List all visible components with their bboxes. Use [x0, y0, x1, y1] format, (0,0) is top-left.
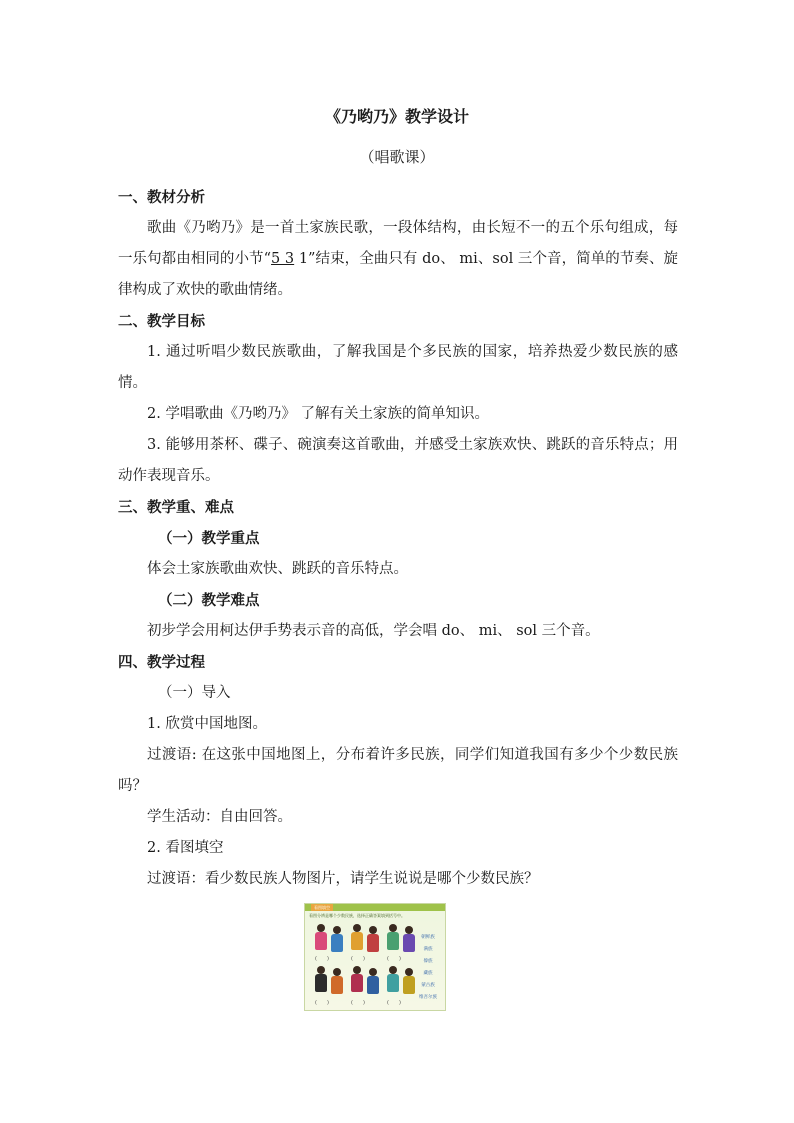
- person-figure-6: [401, 926, 417, 952]
- person-figure-5: [385, 924, 401, 950]
- option-5: 蒙古族: [421, 983, 435, 988]
- person-figure-4: [365, 926, 381, 952]
- option-6: 维吾尔族: [419, 995, 437, 1000]
- doc-subtitle: （唱歌课）: [359, 148, 435, 166]
- person-figure-9: [349, 966, 365, 992]
- transition-text-2: 过渡语：看少数民族人物图片，请学生说说是哪个少数民族？: [147, 871, 539, 887]
- person-figure-11: [385, 966, 401, 992]
- doc-body: [118, 182, 678, 895]
- analysis-text-a: 歌曲《乃哟乃》是一首土家族民歌，一段体结构，由长短不一的五个乐句组成，每一乐句都由相同的小节“: [118, 220, 678, 267]
- option-2: 满族: [423, 947, 433, 952]
- section-heading-process: 四、教学过程: [118, 654, 205, 671]
- notes-underlined: 5 3: [271, 251, 295, 267]
- process-item-2: 2. 看图填空: [147, 840, 224, 856]
- figure-options: [417, 932, 439, 1004]
- section-heading-goals: 二、教学目标: [118, 313, 205, 330]
- person-figure-1: [313, 924, 329, 950]
- goal-item-1: 1. 通过听唱少数民族歌曲，了解我国是个多民族的国家，培养热爱少数民族的感情。: [118, 344, 678, 391]
- goal-item-2: 2. 学唱歌曲《乃哟乃》 了解有关土家族的简单知识。: [147, 406, 490, 422]
- person-figure-2: [329, 926, 345, 952]
- subheading-difficulty: （二）教学难点: [158, 592, 260, 609]
- person-figure-7: [313, 966, 329, 992]
- person-figure-12: [401, 968, 417, 994]
- section-heading-analysis: 一、教材分析: [118, 189, 205, 206]
- key-text: 体会土家族歌曲欢快、跳跃的音乐特点。: [147, 561, 408, 577]
- analysis-text-b: 1”结束，全曲只有 do、 mi、sol 三个音，简单的节奏、旋律构成了欢快的歌曲情绪。: [118, 251, 679, 298]
- section-heading-keypoints: 三、教学重、难点: [118, 499, 234, 516]
- option-3: 傣族: [423, 959, 433, 964]
- doc-title: 《乃哟乃》教学设计: [324, 107, 469, 126]
- process-item-1: 1. 欣赏中国地图。: [147, 716, 267, 732]
- ethnic-figure-image: 看图填空 看图分辨是哪个少数民族，选择正确答案填到括号中。 ( ) ( ) ( ) ( ) ( ) ( ) 朝鲜族 满族 傣族 藏族 蒙古族 维吾尔族: [304, 903, 446, 1011]
- paragraph-analysis: [118, 213, 678, 306]
- goal-item-3: 3. 能够用茶杯、碟子、碗演奏这首歌曲，并感受土家族欢快、跳跃的音乐特点；用动作表现音乐。: [118, 437, 678, 484]
- student-activity: 学生活动：自由回答。: [147, 809, 292, 825]
- transition-text-1: 过渡语: 在这张中国地图上，分布着许多民族，同学们知道我国有多少个少数民族吗？: [118, 747, 678, 794]
- subheading-key: （一）教学重点: [158, 530, 260, 547]
- person-figure-3: [349, 924, 365, 950]
- difficulty-text: 初步学会用柯达伊手势表示音的高低，学会唱 do、 mi、 sol 三个音。: [147, 623, 600, 639]
- figure-instruction: 看图分辨是哪个少数民族，选择正确答案填到括号中。: [309, 913, 405, 918]
- figure-tab: 看图填空: [311, 904, 333, 911]
- subheading-intro: （一）导入: [158, 685, 231, 701]
- option-1: 朝鲜族: [421, 935, 435, 940]
- person-figure-8: [329, 968, 345, 994]
- person-figure-10: [365, 968, 381, 994]
- option-4: 藏族: [423, 971, 433, 976]
